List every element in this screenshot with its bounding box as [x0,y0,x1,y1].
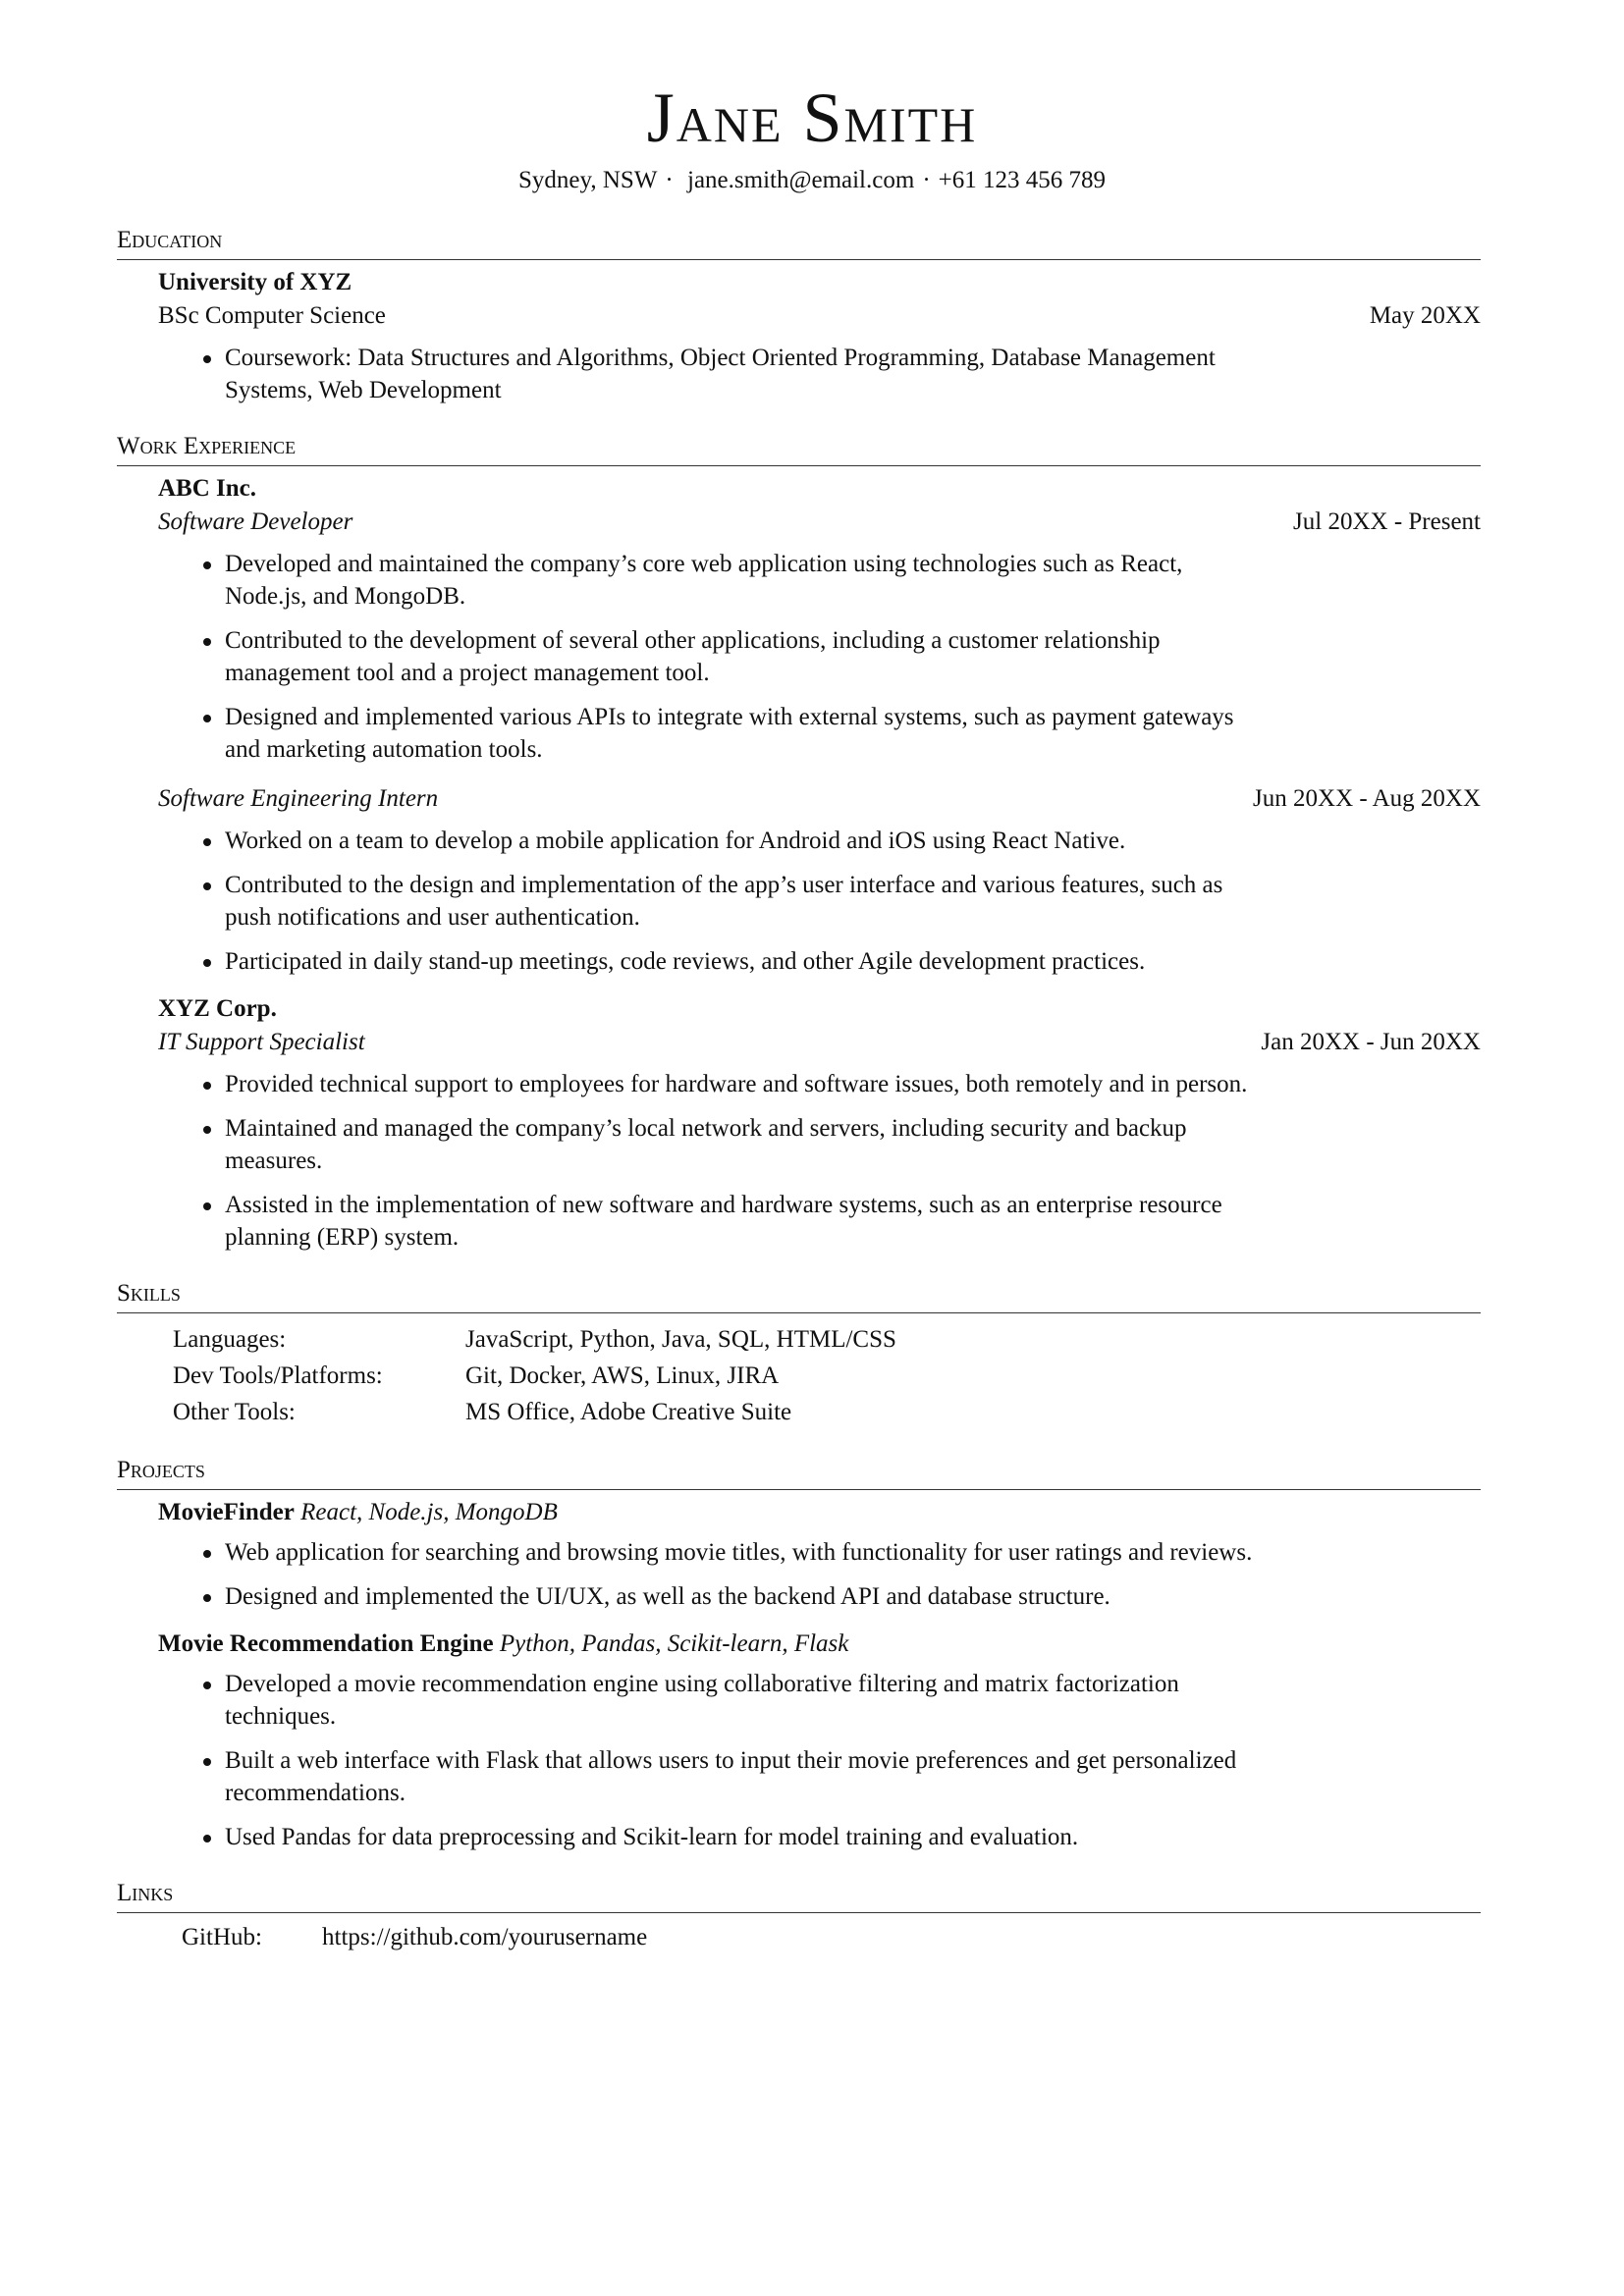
project-title [158,1628,848,1660]
skills-section [117,1277,1481,1430]
bullet-line: Built a web interface with Flask that allows users to input their movie preferences and get personalized [225,1747,1237,1774]
bullet-item [225,945,1481,978]
role-dates: Jan 20XX - Jun 20XX [1261,1029,1481,1055]
link-label: GitHub: [182,1924,262,1950]
bullet-item [225,1668,1481,1733]
separator: · [922,167,931,193]
bullet-icon [203,1082,211,1090]
bullet-line: Designed and implemented the UI/UX, as well as the backend API and database structure. [225,1583,1110,1610]
degree: BSc Computer Science [158,302,386,329]
project-tech: Python, Pandas, Scikit-learn, Flask [499,1630,849,1657]
bullet-line: Node.js, and MongoDB. [225,583,466,610]
role-row [158,1026,1481,1058]
skill-label: Dev Tools/Platforms: [173,1362,383,1389]
bullet-line: Developed and maintained the company’s core web application using technologies such as React, [225,551,1183,577]
skills-table [117,1319,1481,1430]
project-name: Movie Recommendation Engine [158,1630,494,1657]
role-block [158,1026,1481,1254]
bullet-line: measures. [225,1148,323,1174]
role-row [158,506,1481,538]
github-link[interactable]: https://github.com/yourusername [322,1924,648,1950]
location: Sydney, NSW [517,167,658,193]
bullet-line: Coursework: Data Structures and Algorithms, Object Oriented Programming, Database Management [225,345,1216,371]
skill-row [173,1321,1481,1358]
bullet-list [158,1668,1481,1853]
skills-heading: Skills [117,1277,1481,1313]
bullet-line: Contributed to the development of several other applications, including a customer relationship [225,627,1161,654]
bullet-item [225,1068,1481,1100]
role-title: IT Support Specialist [158,1029,365,1055]
bullet-line: Web application for searching and browsing movie titles, with functionality for user ratings and reviews. [225,1539,1253,1566]
bullet-icon [203,1835,211,1842]
bullet-item [225,342,1481,406]
bullet-line: Assisted in the implementation of new software and hardware systems, such as an enterprise resource [225,1192,1222,1218]
bullet-line: Designed and implemented various APIs to integrate with external systems, such as payment gateways [225,704,1234,730]
bullet-item [225,869,1481,934]
bullet-icon [203,1126,211,1134]
bullet-item [225,624,1481,689]
project-name: MovieFinder [158,1499,295,1525]
work-experience-heading: Work Experience [117,430,1481,466]
skill-label: Languages: [173,1326,287,1353]
project-title [158,1496,558,1528]
bullet-line: management tool and a project management tool. [225,660,710,686]
project-entry [117,1496,1481,1613]
bullet-icon [203,561,211,569]
bullet-item [225,1189,1481,1254]
education-heading: Education [117,224,1481,260]
role-title: Software Developer [158,508,353,535]
company-row [158,472,1481,505]
bullet-icon [203,1758,211,1766]
education-body [117,260,1481,406]
bullet-icon [203,715,211,722]
bullet-line: techniques. [225,1703,337,1730]
bullet-item [225,1536,1481,1569]
bullet-line: Used Pandas for data preprocessing and Scikit-learn for model training and evaluation. [225,1824,1079,1850]
role-block [158,506,1481,766]
bullet-line: Provided technical support to employees for hardware and software issues, both remotely and in person. [225,1071,1248,1097]
links-table [117,1919,1481,1953]
bullet-list [158,342,1481,406]
bullet-item [225,1744,1481,1809]
project-title-row [158,1628,1481,1660]
bullet-icon [203,1594,211,1602]
projects-heading: Projects [117,1454,1481,1490]
link-row [182,1921,1481,1953]
bullet-item [225,1821,1481,1853]
school-row [158,266,1481,298]
bullet-icon [203,355,211,363]
projects-section [117,1454,1481,1853]
bullet-line: Participated in daily stand-up meetings, code reviews, and other Agile development practices. [225,948,1146,975]
role-title: Software Engineering Intern [158,785,439,812]
links-section [117,1877,1481,1953]
company-name: ABC Inc. [158,475,257,502]
bullet-line: planning (ERP) system. [225,1224,460,1251]
education-section [117,224,1481,406]
bullet-list [158,1536,1481,1613]
bullet-line: Systems, Web Development [225,377,502,403]
links-heading: Links [117,1877,1481,1913]
bullet-line: Maintained and managed the company’s local network and servers, including security and backup [225,1115,1187,1142]
role-block [158,782,1481,978]
bullet-line: and marketing automation tools. [225,736,543,763]
role-row [158,782,1481,815]
degree-row [158,299,1481,332]
company-name: XYZ Corp. [158,995,277,1022]
role-dates: Jun 20XX - Aug 20XX [1253,785,1481,812]
bullet-item [225,701,1481,766]
education-entry [117,266,1481,406]
project-entry [117,1628,1481,1853]
bullet-item [225,1580,1481,1613]
bullet-list [158,1068,1481,1254]
work-experience-section [117,430,1481,1254]
contact-line [0,164,1624,196]
bullet-icon [203,1202,211,1210]
skill-row [173,1394,1481,1430]
bullet-item [225,825,1481,857]
company-entry [117,472,1481,978]
projects-body [117,1490,1481,1853]
school-name: University of XYZ [158,269,352,295]
bullet-line: recommendations. [225,1780,406,1806]
links-body [117,1913,1481,1953]
bullet-icon [203,638,211,646]
graduation-date: May 20XX [1369,302,1481,329]
bullet-item [225,1112,1481,1177]
bullet-icon [203,1682,211,1689]
project-title-row [158,1496,1481,1528]
separator: · [665,167,674,193]
bullet-icon [203,1550,211,1558]
bullet-line: Developed a movie recommendation engine using collaborative filtering and matrix factorization [225,1671,1179,1697]
bullet-icon [203,838,211,846]
bullet-line: Worked on a team to develop a mobile application for Android and iOS using React Native. [225,828,1126,854]
company-entry [117,992,1481,1254]
bullet-item [225,548,1481,613]
bullet-list [158,548,1481,766]
resume-body [117,224,1481,1953]
bullet-icon [203,882,211,890]
role-dates: Jul 20XX - Present [1293,508,1481,535]
skill-row [173,1358,1481,1394]
project-tech: React, Node.js, MongoDB [300,1499,558,1525]
bullet-list [158,825,1481,978]
bullet-line: Contributed to the design and implementation of the app’s user interface and various features, such as [225,872,1223,898]
phone: +61 123 456 789 [938,167,1106,193]
work-experience-body [117,466,1481,1254]
company-row [158,992,1481,1025]
bullet-line: push notifications and user authentication. [225,904,640,931]
email-link[interactable]: jane.smith@email.com [687,167,915,193]
skills-body [117,1313,1481,1430]
skill-label: Other Tools: [173,1399,296,1425]
skill-value: MS Office, Adobe Creative Suite [465,1399,792,1425]
skill-value: JavaScript, Python, Java, SQL, HTML/CSS [465,1326,896,1353]
resume-name: Jane Smith [646,79,978,157]
bullet-icon [203,959,211,967]
skill-value: Git, Docker, AWS, Linux, JIRA [465,1362,780,1389]
